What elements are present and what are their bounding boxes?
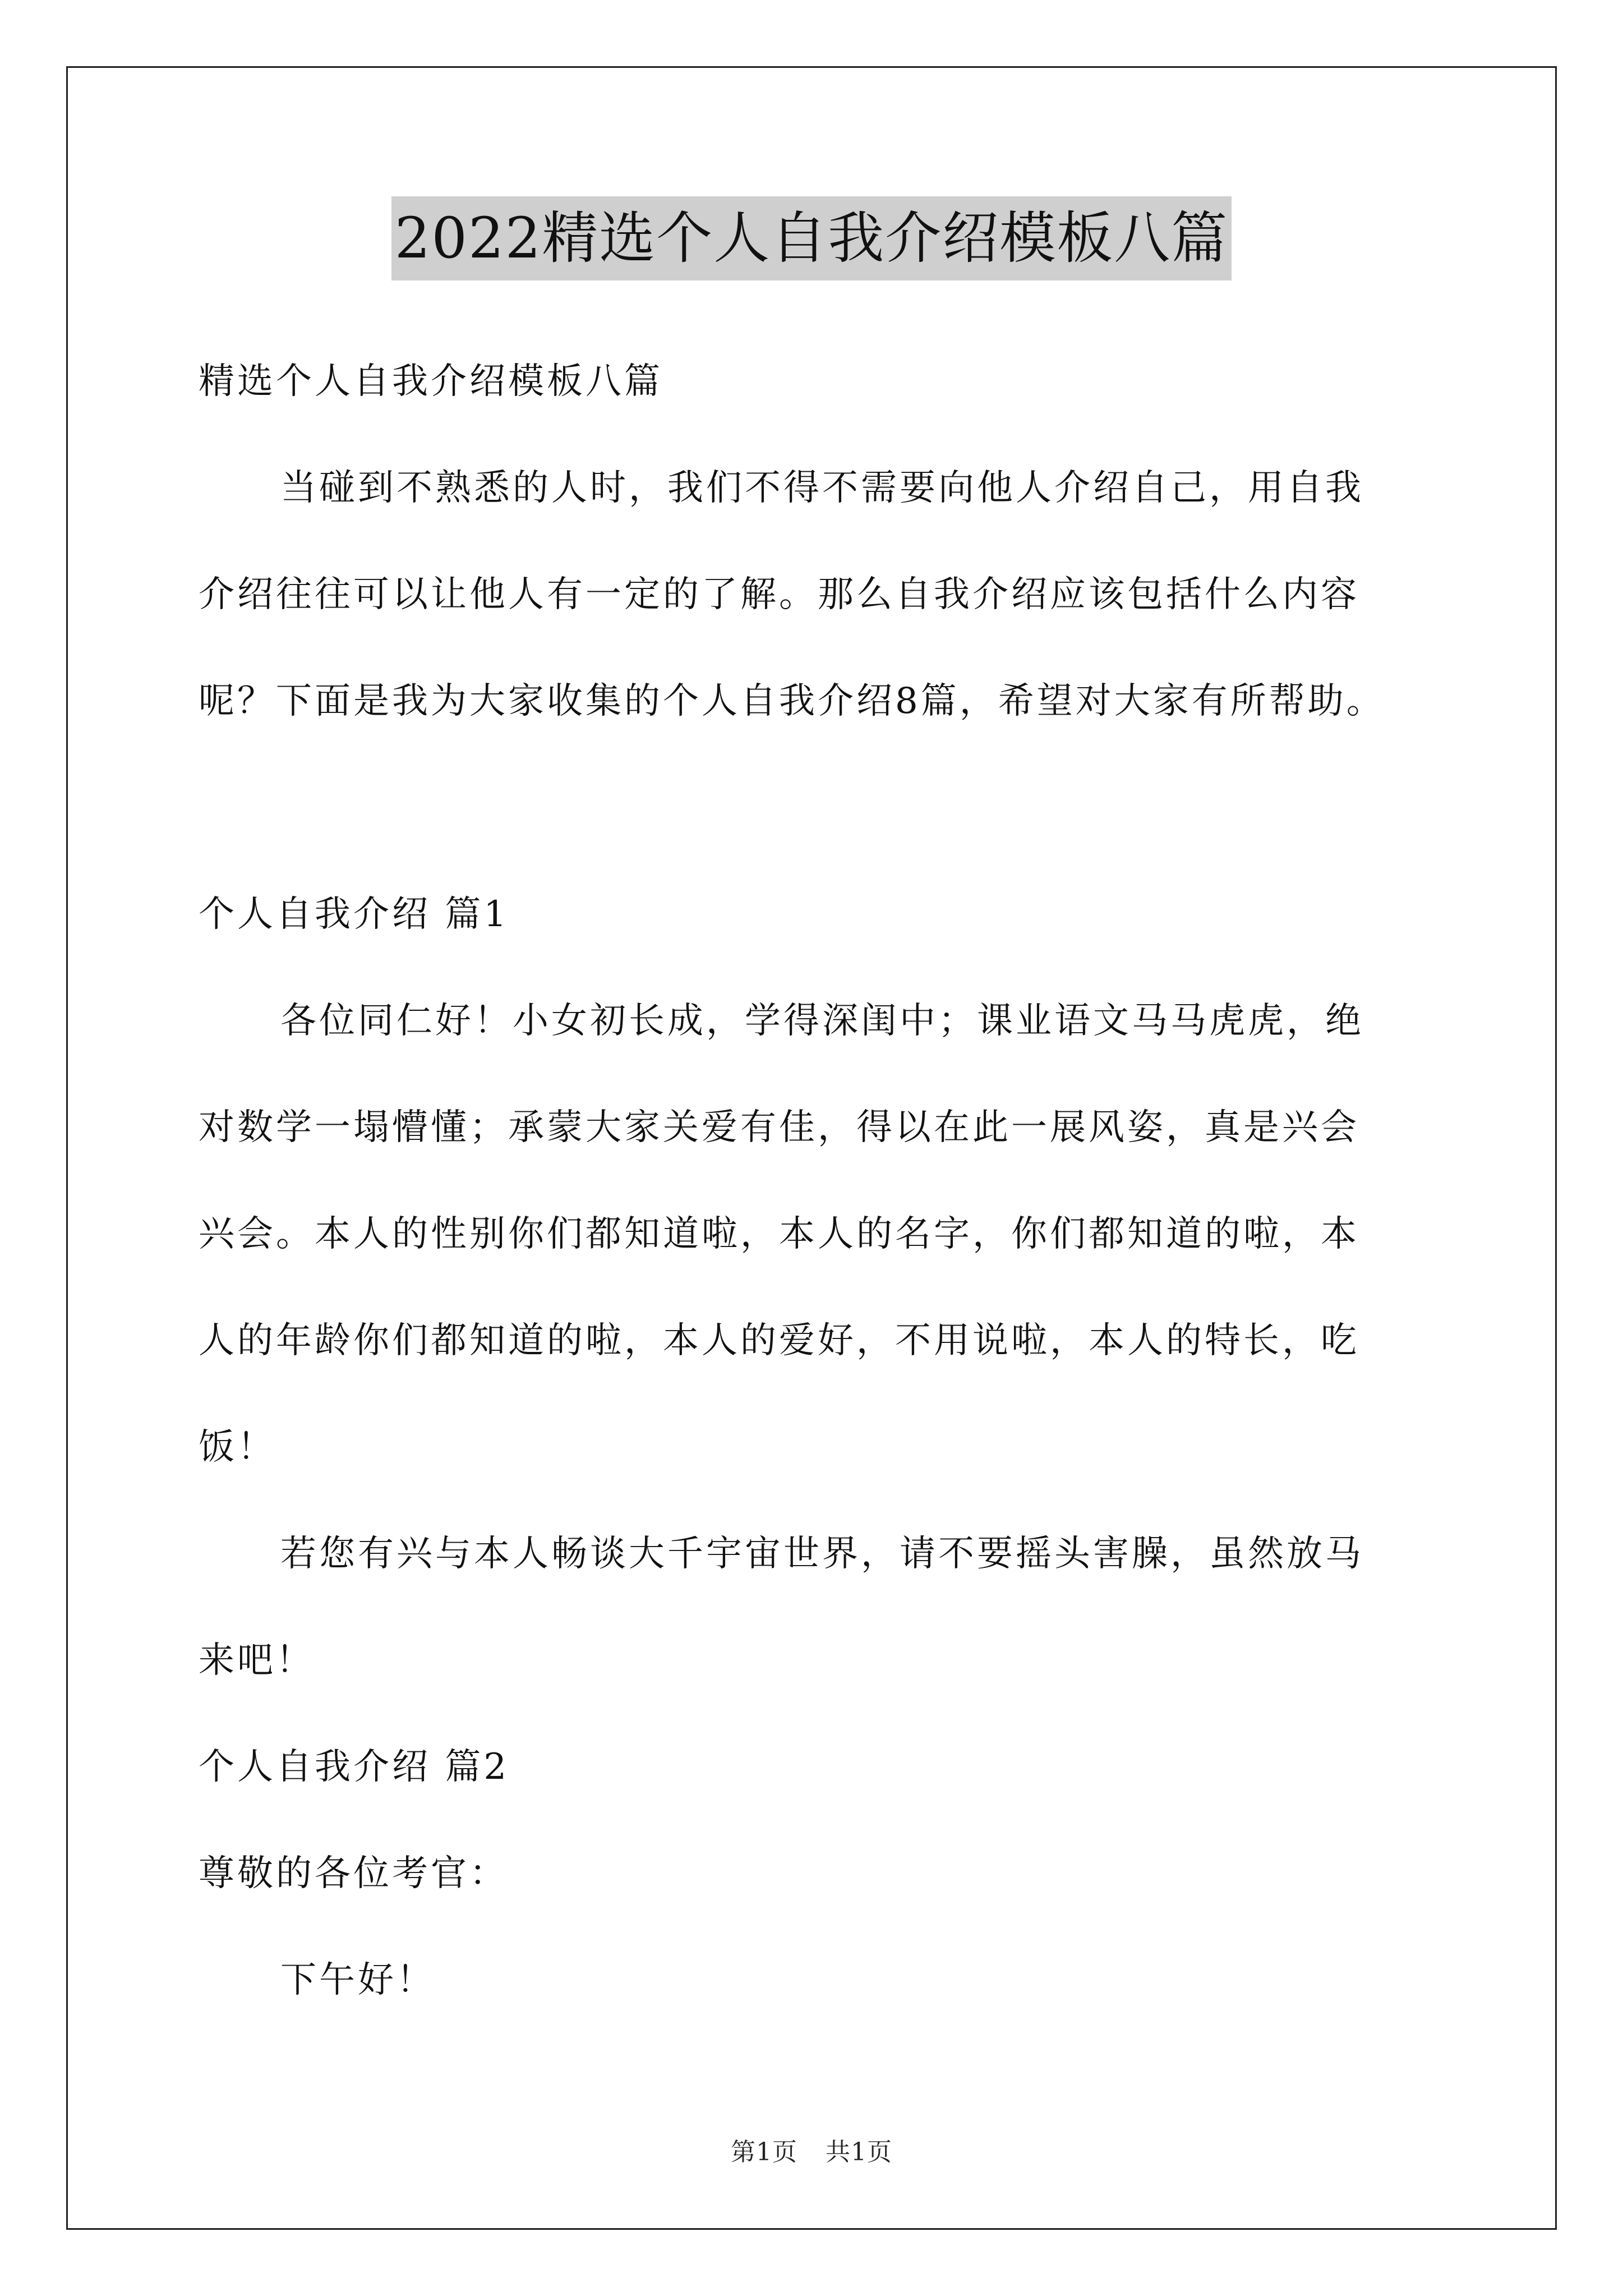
paragraph-line: 若您有兴与本人畅谈大千宇宙世界，请不要摇头害臊，虽然放马 [280,1533,1364,1575]
paragraph-line: 当碰到不熟悉的人时，我们不得不需要向他人介绍自己，用自我 [280,467,1364,509]
section-heading-1: 个人自我介绍 篇1 [199,894,510,935]
paragraph-line: 来吧！ [199,1640,315,1681]
page-count: 共1页 [826,2138,892,2166]
page-footer [0,2132,1623,2168]
intro-heading: 精选个人自我介绍模板八篇 [199,361,663,402]
section-heading-2: 个人自我介绍 篇2 [199,1746,510,1788]
paragraph-line: 呢？下面是我为大家收集的个人自我介绍8篇，希望对大家有所帮助。 [199,680,1385,722]
paragraph-line: 各位同仁好！小女初长成，学得深闺中；课业语文马马虎虎，绝 [280,1000,1364,1042]
title-container [0,196,1623,280]
paragraph-line: 对数学一塌懵懂；承蒙大家关爱有佳，得以在此一展风姿，真是兴会 [199,1107,1359,1148]
paragraph-line: 人的年龄你们都知道的啦，本人的爱好，不用说啦，本人的特长，吃 [199,1320,1359,1361]
salutation: 尊敬的各位考官： [199,1853,508,1894]
paragraph-line: 饭！ [199,1427,276,1468]
paragraph-line: 兴会。本人的性别你们都知道啦，本人的名字，你们都知道的啦，本 [199,1213,1359,1255]
document-body [199,348,1432,2053]
paragraph-line: 介绍往往可以让他人有一定的了解。那么自我介绍应该包括什么内容 [199,574,1359,615]
document-title: 2022精选个人自我介绍模板八篇 [391,196,1232,280]
greeting: 下午好！ [280,1959,435,2001]
page-number: 第1页 [731,2138,797,2166]
